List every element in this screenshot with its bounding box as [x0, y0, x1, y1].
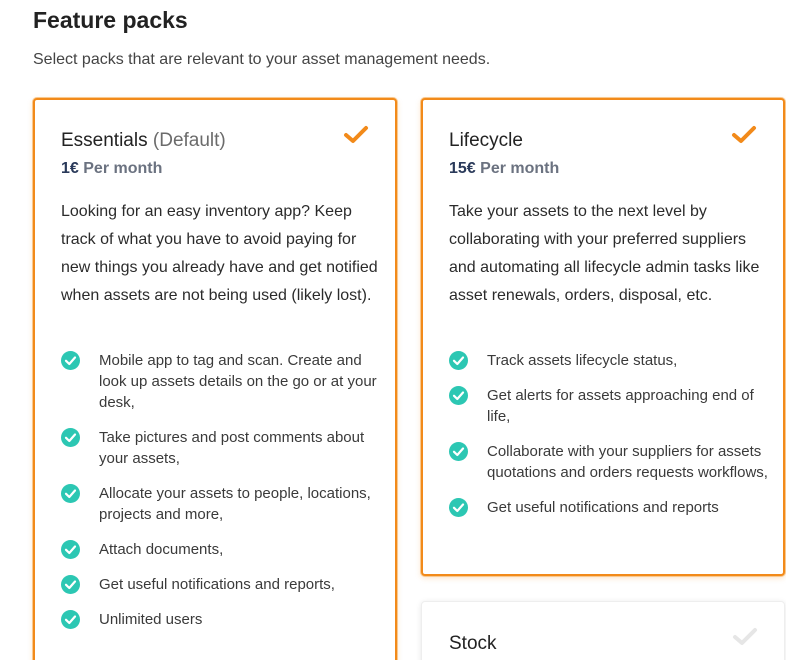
feature-item — [61, 574, 381, 595]
feature-text: Allocate your assets to people, locations, projects and more, — [99, 485, 371, 523]
feature-item — [449, 350, 769, 371]
feature-item — [449, 497, 769, 518]
feature-list — [449, 350, 769, 532]
pack-description: Take your assets to the next level by collaborating with your preferred suppliers and automating all lifecycle admin tasks like asset renewals, orders, disposal, etc. — [449, 203, 760, 304]
feature-text: Get useful notifications and reports, — [99, 576, 335, 593]
pack-card-lifecycle[interactable] — [421, 98, 785, 576]
price-amount: 1€ — [61, 160, 79, 177]
page-subtitle: Select packs that are relevant to your asset management needs. — [33, 51, 491, 68]
pack-name: Lifecycle — [449, 130, 523, 151]
check-circle-icon — [61, 610, 80, 629]
page-title: Feature packs — [33, 7, 188, 33]
price-period: Per month — [83, 160, 163, 177]
check-circle-icon — [61, 575, 80, 594]
pack-description: Looking for an easy inventory app? Keep track of what you have to avoid paying for new things you already have and get notified when assets are not being used (likely lost). — [61, 203, 378, 304]
check-circle-icon — [61, 540, 80, 559]
check-circle-icon — [449, 498, 468, 517]
feature-text: Attach documents, — [99, 541, 224, 558]
pack-title — [449, 130, 523, 152]
feature-text: Get useful notifications and reports — [487, 499, 719, 516]
feature-text: Unlimited users — [99, 611, 203, 628]
pack-card-essentials[interactable] — [33, 98, 397, 660]
pack-price — [61, 160, 162, 178]
feature-text: Get alerts for assets approaching end of life, — [487, 387, 754, 425]
check-circle-icon — [61, 484, 80, 503]
pack-title — [61, 130, 226, 152]
check-circle-icon — [449, 351, 468, 370]
pack-title — [449, 633, 497, 655]
price-amount: 15€ — [449, 160, 476, 177]
pack-card-stock[interactable] — [421, 601, 785, 660]
pack-name: Essentials — [61, 130, 148, 151]
feature-item — [61, 539, 381, 560]
feature-item — [61, 427, 381, 469]
check-circle-icon — [449, 442, 468, 461]
selected-check-icon[interactable] — [343, 124, 369, 146]
default-tag: (Default) — [152, 130, 226, 151]
check-circle-icon — [449, 386, 468, 405]
feature-text: Collaborate with your suppliers for assets quotations and orders requests workflows, — [487, 443, 768, 481]
feature-item — [449, 385, 769, 427]
feature-item — [61, 483, 381, 525]
check-circle-icon — [61, 428, 80, 447]
pack-name: Stock — [449, 633, 497, 654]
feature-list — [61, 350, 381, 644]
feature-item — [61, 350, 381, 413]
feature-item — [449, 441, 769, 483]
check-circle-icon — [61, 351, 80, 370]
selected-check-icon[interactable] — [731, 124, 757, 146]
feature-text: Track assets lifecycle status, — [487, 352, 678, 369]
feature-text: Take pictures and post comments about your assets, — [99, 429, 365, 467]
price-period: Per month — [480, 160, 560, 177]
pack-price — [449, 160, 559, 178]
feature-item — [61, 609, 381, 630]
feature-text: Mobile app to tag and scan. Create and look up assets details on the go or at your desk, — [99, 352, 377, 411]
unselected-check-icon[interactable] — [732, 626, 758, 648]
